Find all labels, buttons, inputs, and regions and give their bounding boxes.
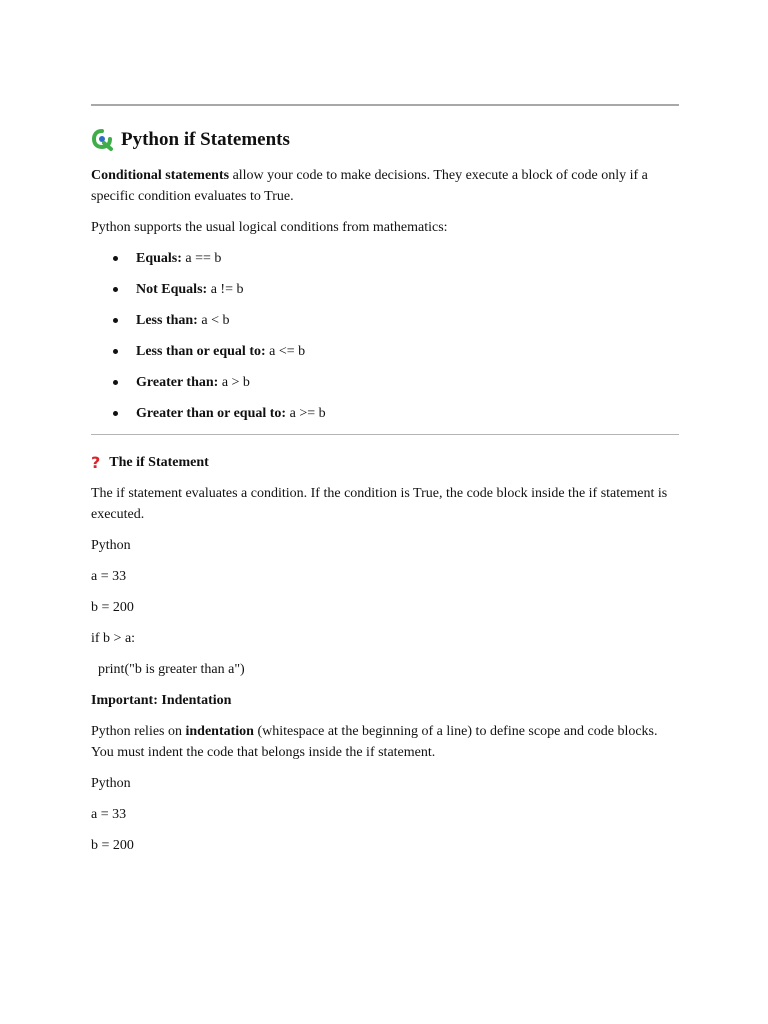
code-line: print("b is greater than a") bbox=[91, 662, 245, 677]
code-language-label: Python bbox=[91, 538, 131, 553]
section-divider bbox=[91, 434, 679, 435]
code-line: b = 200 bbox=[91, 600, 134, 615]
document-content bbox=[91, 104, 679, 856]
code-line: if b > a: bbox=[91, 631, 136, 646]
condition-expr: a >= b bbox=[286, 406, 326, 421]
list-item bbox=[91, 279, 679, 300]
condition-label: Less than or equal to: bbox=[136, 344, 266, 359]
condition-expr: a < b bbox=[197, 313, 230, 328]
top-divider bbox=[91, 104, 679, 106]
if-statement-title: The if Statement bbox=[109, 455, 209, 470]
code-line: a = 33 bbox=[91, 569, 127, 584]
code-language-label: Python bbox=[91, 776, 131, 791]
condition-label: Not Equals: bbox=[136, 282, 208, 297]
intro-paragraph bbox=[91, 165, 679, 207]
if-statement-description: The if statement evaluates a condition. If the condition is True, the code block inside the if statement is executed. bbox=[91, 486, 668, 522]
if-statement-heading bbox=[91, 452, 679, 473]
condition-label: Less than: bbox=[136, 313, 198, 328]
page-title: Python if Statements bbox=[121, 129, 290, 150]
list-item bbox=[91, 310, 679, 331]
intro-text: allow your code to make decisions. They execute a block of code only if a specific condition evaluates to True. bbox=[91, 168, 648, 204]
indentation-text-after: (whitespace at the beginning of a line) to define scope and code blocks. You must indent the code that belongs inside the if statement. bbox=[91, 724, 658, 760]
condition-expr: a <= b bbox=[265, 344, 306, 359]
condition-expr: a > b bbox=[218, 375, 250, 390]
list-item bbox=[91, 403, 679, 424]
question-mark-icon: ? bbox=[91, 453, 101, 472]
section-heading bbox=[91, 128, 679, 152]
condition-label: Greater than: bbox=[136, 375, 219, 390]
indentation-paragraph bbox=[91, 721, 679, 763]
condition-expr: a != b bbox=[207, 282, 244, 297]
condition-label: Equals: bbox=[136, 251, 182, 266]
python-logo-icon bbox=[91, 129, 113, 151]
condition-label: Greater than or equal to: bbox=[136, 406, 287, 421]
list-item bbox=[91, 248, 679, 269]
indentation-heading: Important: Indentation bbox=[91, 693, 232, 708]
conditions-intro: Python supports the usual logical conditions from mathematics: bbox=[91, 220, 448, 235]
condition-expr: a == b bbox=[181, 251, 222, 266]
code-line: a = 33 bbox=[91, 807, 127, 822]
intro-bold-term: Conditional statements bbox=[91, 168, 230, 183]
indentation-term: indentation bbox=[185, 724, 254, 739]
indentation-text-before: Python relies on bbox=[91, 724, 186, 739]
list-item bbox=[91, 372, 679, 393]
code-line: b = 200 bbox=[91, 838, 134, 853]
list-item bbox=[91, 341, 679, 362]
conditions-list bbox=[91, 248, 679, 424]
